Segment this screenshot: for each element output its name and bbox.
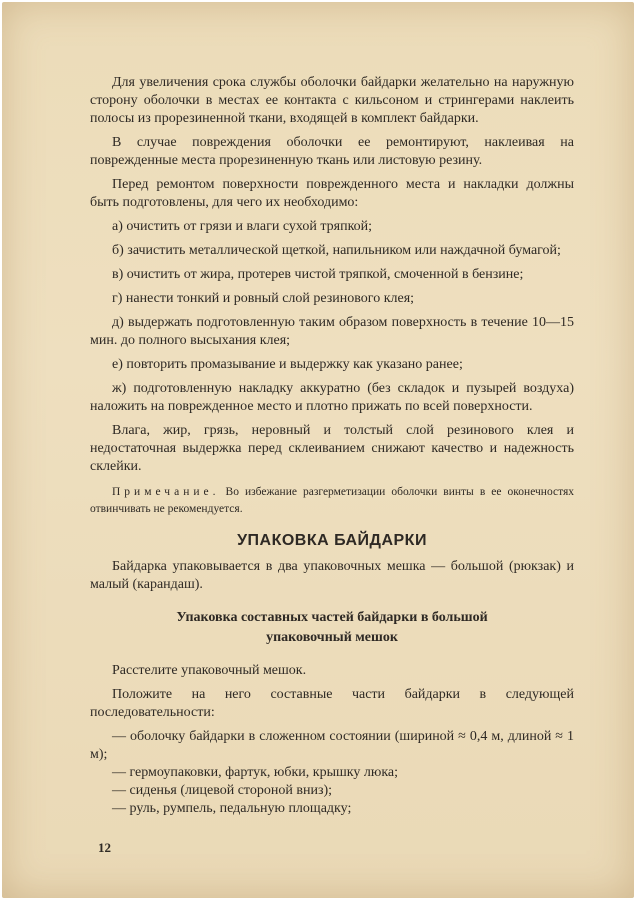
list-item: в) очистить от жира, протерев чистой тряпкой, смоченной в бензине;: [112, 267, 524, 282]
paragraph: Расстелите упаковочный мешок.: [112, 663, 307, 678]
list-item: — гермоупаковки, фартук, юбки, крышку люка;: [112, 765, 399, 780]
list-item: е) повторить промазывание и выдержку как указано ранее;: [112, 357, 463, 372]
list-item: г) нанести тонкий и ровный слой резинового клея;: [112, 291, 415, 306]
paragraph: Для увеличения срока службы оболочки байдарки желательно на наружную сторону оболочки в местах ее контакта с кильсоном и стрингерами наклеить полосы из прорезиненной ткани, входящей в комплект байдарки.: [90, 75, 574, 126]
note-text: Во избежание разгерметизации оболочки винты в ее оконечностях отвинчивать не рекомендуется.: [90, 486, 575, 515]
list-item: — сиденья (лицевой стороной вниз);: [112, 783, 333, 798]
subsection-title-line: Упаковка составных частей байдарки в большой: [176, 610, 488, 625]
section-title: УПАКОВКА БАЙДАРКИ: [237, 532, 427, 549]
page-number: 12: [98, 840, 111, 855]
subsection-title-line: упаковочный мешок: [266, 630, 398, 645]
list-item: ж) подготовленную накладку аккуратно (без складок и пузырей воздуха) наложить на поврежденное место и плотно прижать по всей поверхности.: [90, 381, 574, 414]
paragraph: Байдарка упаковывается в два упаковочных мешка — большой (рюкзак) и малый (карандаш).: [90, 559, 574, 592]
page-body: [90, 74, 574, 818]
list-item: — руль, румпель, педальную площадку;: [112, 801, 352, 816]
paragraph: Влага, жир, грязь, неровный и толстый слой резинового клея и недостаточная выдержка перед склеиванием снижают качество и надежность склейки.: [90, 423, 574, 474]
subsection-title: [90, 608, 574, 648]
note-label: Примечание.: [112, 486, 220, 498]
note: [90, 484, 574, 518]
list-item: а) очистить от грязи и влаги сухой тряпкой;: [112, 219, 373, 234]
paragraph: Перед ремонтом поверхности поврежденного места и накладки должны быть подготовлены, для чего их необходимо:: [90, 177, 574, 210]
paragraph: В случае повреждения оболочки ее ремонтируют, наклеивая на поврежденные места прорезиненную ткань или листовую резину.: [90, 135, 574, 168]
list-item: д) выдержать подготовленную таким образом поверхность в течение 10—15 мин. до полного высыхания клея;: [90, 315, 574, 348]
list-item: б) зачистить металлической щеткой, напильником или наждачной бумагой;: [112, 243, 561, 258]
paragraph: Положите на него составные части байдарки в следующей последовательности:: [90, 687, 574, 720]
list-item: — оболочку байдарки в сложенном состоянии (шириной ≈ 0,4 м, длиной ≈ 1 м);: [90, 729, 574, 762]
document-page: [2, 2, 634, 898]
